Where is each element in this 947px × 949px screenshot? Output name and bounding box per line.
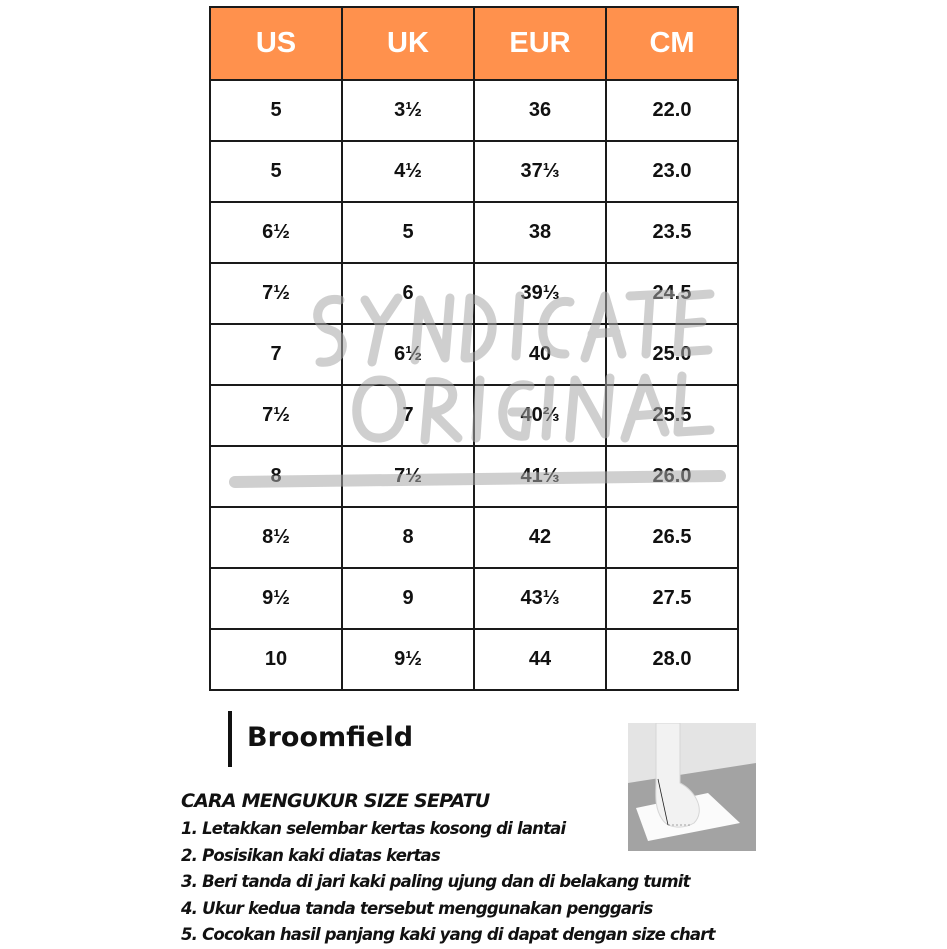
cell-us: 5	[210, 141, 342, 202]
cell-uk: 6	[342, 263, 474, 324]
cell-eur: 43⅓	[474, 568, 606, 629]
cell-us: 7	[210, 324, 342, 385]
instruction-step: 1. Letakkan selembar kertas kosong di lantai	[181, 819, 566, 838]
cell-uk: 3½	[342, 80, 474, 141]
cell-us: 8	[210, 446, 342, 507]
table-row	[210, 629, 738, 690]
cell-us: 6½	[210, 202, 342, 263]
cell-cm: 26.0	[606, 446, 738, 507]
cell-eur: 41⅓	[474, 446, 606, 507]
header-cm: CM	[606, 7, 738, 80]
cell-cm: 23.0	[606, 141, 738, 202]
cell-us: 9½	[210, 568, 342, 629]
instructions-title: CARA MENGUKUR SIZE SEPATU	[181, 790, 490, 812]
table-header-row	[210, 7, 738, 80]
table-row	[210, 568, 738, 629]
size-chart-table	[209, 6, 739, 691]
cell-uk: 6½	[342, 324, 474, 385]
cell-us: 7½	[210, 385, 342, 446]
cell-eur: 42	[474, 507, 606, 568]
table-row	[210, 80, 738, 141]
cell-cm: 25.0	[606, 324, 738, 385]
cell-us: 8½	[210, 507, 342, 568]
cell-eur: 39⅓	[474, 263, 606, 324]
cell-cm: 27.5	[606, 568, 738, 629]
brand-name: Broomfield	[247, 722, 414, 753]
instruction-step: 5. Cocokan hasil panjang kaki yang di dapat dengan size chart	[181, 925, 715, 945]
instruction-step: 4. Ukur kedua tanda tersebut menggunakan penggaris	[181, 898, 653, 918]
cell-uk: 7½	[342, 446, 474, 507]
header-eur: EUR	[474, 7, 606, 80]
cell-uk: 8	[342, 507, 474, 568]
cell-eur: 37⅓	[474, 141, 606, 202]
cell-eur: 36	[474, 80, 606, 141]
header-uk: UK	[342, 7, 474, 80]
cell-us: 7½	[210, 263, 342, 324]
foot-measure-photo	[628, 723, 756, 851]
cell-cm: 23.5	[606, 202, 738, 263]
instruction-step: 3. Beri tanda di jari kaki paling ujung dan di belakang tumit	[181, 872, 690, 892]
table-row	[210, 385, 738, 446]
cell-cm: 28.0	[606, 629, 738, 690]
table-row	[210, 202, 738, 263]
table-row	[210, 141, 738, 202]
cell-cm: 25.5	[606, 385, 738, 446]
cell-cm: 24.5	[606, 263, 738, 324]
table-row	[210, 507, 738, 568]
cell-uk: 9½	[342, 629, 474, 690]
cell-eur: 44	[474, 629, 606, 690]
brand-divider	[228, 711, 232, 767]
cell-cm: 22.0	[606, 80, 738, 141]
cell-eur: 40	[474, 324, 606, 385]
cell-us: 10	[210, 629, 342, 690]
cell-uk: 7	[342, 385, 474, 446]
cell-uk: 9	[342, 568, 474, 629]
table-row	[210, 263, 738, 324]
cell-uk: 5	[342, 202, 474, 263]
cell-cm: 26.5	[606, 507, 738, 568]
table-row	[210, 324, 738, 385]
table-row	[210, 446, 738, 507]
cell-uk: 4½	[342, 141, 474, 202]
header-us: US	[210, 7, 342, 80]
cell-us: 5	[210, 80, 342, 141]
cell-eur: 40⅔	[474, 385, 606, 446]
instruction-step: 2. Posisikan kaki diatas kertas	[181, 845, 440, 865]
cell-eur: 38	[474, 202, 606, 263]
